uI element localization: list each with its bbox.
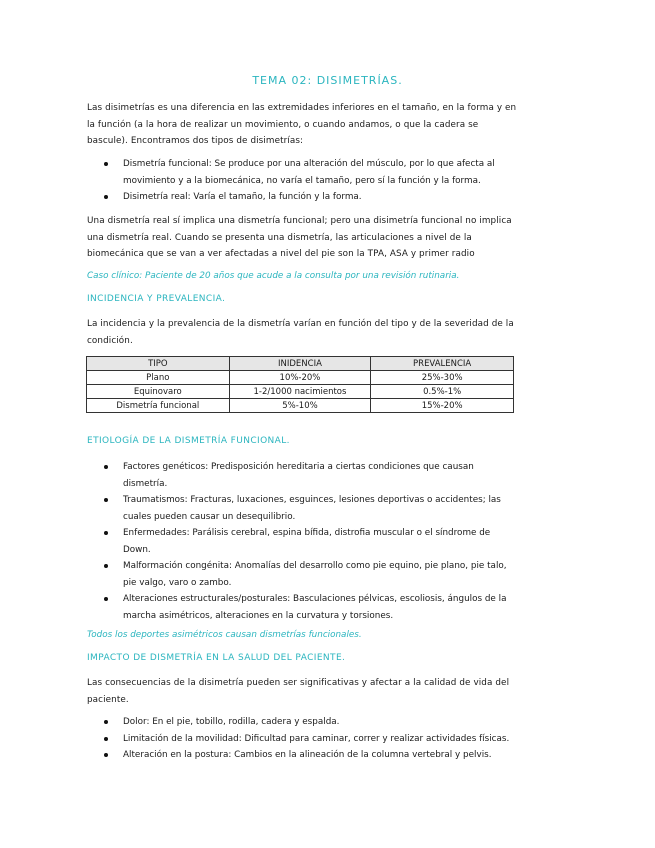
list-item: Alteraciones estructurales/posturales: Basculaciones pélvicas, escoliosis, ángulos de la marcha asimétricos, alteraciones en la curvatura y torsiones. [87,591,517,624]
table-cell: 25%-30% [371,371,514,385]
section-heading-incidencia: INCIDENCIA Y PREVALENCIA. [87,294,226,304]
table-row [87,399,514,413]
bullet-icon [104,195,108,199]
section1-text-block [87,316,517,349]
paragraph-2: Una dismetría real sí implica una dismetría funcional; pero una disimetría funcional no implica una dismetría real. Cuando se presenta una dismetría, las articulaciones a nivel de la biomecánica que se van a ver afectadas a nivel del pie son la TPA, ASA y primer radio [87,216,512,259]
bullet-icon [104,465,108,469]
section-heading-etiologia: ETIOLOGÍA DE LA DISMETRÍA FUNCIONAL. [87,436,290,446]
bullet-icon [104,564,108,568]
list-item: Disimetría real: Varía el tamaño, la función y la forma. [87,189,517,206]
impact-list [87,714,517,764]
section3-paragraph: Las consecuencias de la disimetría pueden ser significativas y afectar a la calidad de vida del paciente. [87,678,510,705]
bullet-icon [104,753,108,757]
intro-paragraph: Las disimetrías es una diferencia en las extremidades inferiores en el tamaño, en la forma y en la función (a la hora de realizar un movimiento, o cuando andamos, o que la cadera se bascule). Encontramos dos tipos de disimetrías: [87,103,517,146]
paragraph2-block [87,213,517,263]
table-cell: Equinovaro [87,385,230,399]
table-cell: 0.5%-1% [371,385,514,399]
bullet-icon [104,531,108,535]
table-header-cell: PREVALENCIA [371,357,514,371]
table-cell: 1-2/1000 nacimientos [229,385,371,399]
table-row [87,371,514,385]
list-item: Dolor: En el pie, tobillo, rodilla, cadera y espalda. [87,714,517,731]
list-item: Dismetría funcional: Se produce por una alteración del músculo, por lo que afecta al movimiento y a la biomecánica, no varía el tamaño, pero sí la función y la forma. [87,156,517,189]
prevalence-table [86,356,514,413]
table-header-cell: INIDENCIA [229,357,371,371]
list-item: Factores genéticos: Predisposición hereditaria a ciertas condiciones que causan dismetría. [87,459,517,492]
etiology-list [87,459,517,624]
table-cell: 10%-20% [229,371,371,385]
section2-note-block [87,627,517,643]
table-cell: 5%-10% [229,399,371,413]
case-note: Caso clínico: Paciente de 20 años que acude a la consulta por una revisión rutinaria. [87,271,460,281]
section3-heading-block [87,650,517,666]
section1-heading-block [87,291,517,307]
section2-heading-block [87,433,517,449]
list-item: Malformación congénita: Anomalías del desarrollo como pie equino, pie plano, pie talo, pie valgo, varo o zambo. [87,558,517,591]
table-cell: Dismetría funcional [87,399,230,413]
page-title: TEMA 02: DISIMETRÍAS. [252,74,403,87]
section2-list-block [87,459,517,624]
bullet-icon [104,162,108,166]
case-note-block [87,268,517,284]
section3-list-block [87,714,517,764]
list-item: Enfermedades: Parálisis cerebral, espina bífida, distrofia muscular o el síndrome de Down. [87,525,517,558]
list-item: Alteración en la postura: Cambios en la alineación de la columna vertebral y pelvis. [87,747,517,764]
types-list-block [87,156,517,206]
table-header-row [87,357,514,371]
table-header-cell: TIPO [87,357,230,371]
table-row [87,385,514,399]
bullet-icon [104,720,108,724]
section-heading-impacto: IMPACTO DE DISMETRÍA EN LA SALUD DEL PACIENTE. [87,653,346,663]
section1-paragraph: La incidencia y la prevalencia de la dismetría varían en función del tipo y de la severidad de la condición. [87,319,514,346]
table-cell: 15%-20% [371,399,514,413]
bullet-icon [104,498,108,502]
types-list [87,156,517,206]
table-cell: Plano [87,371,230,385]
intro-block [87,100,517,150]
list-item: Traumatismos: Fracturas, luxaciones, esguinces, lesiones deportivas o accidentes; las cuales pueden causar un desequilibrio. [87,492,517,525]
section3-text-block [87,675,517,708]
list-item: Limitación de la movilidad: Dificultad para caminar, correr y realizar actividades físicas. [87,731,517,748]
bullet-icon [104,597,108,601]
bullet-icon [104,737,108,741]
sports-note: Todos los deportes asimétricos causan dismetrías funcionales. [87,630,362,640]
